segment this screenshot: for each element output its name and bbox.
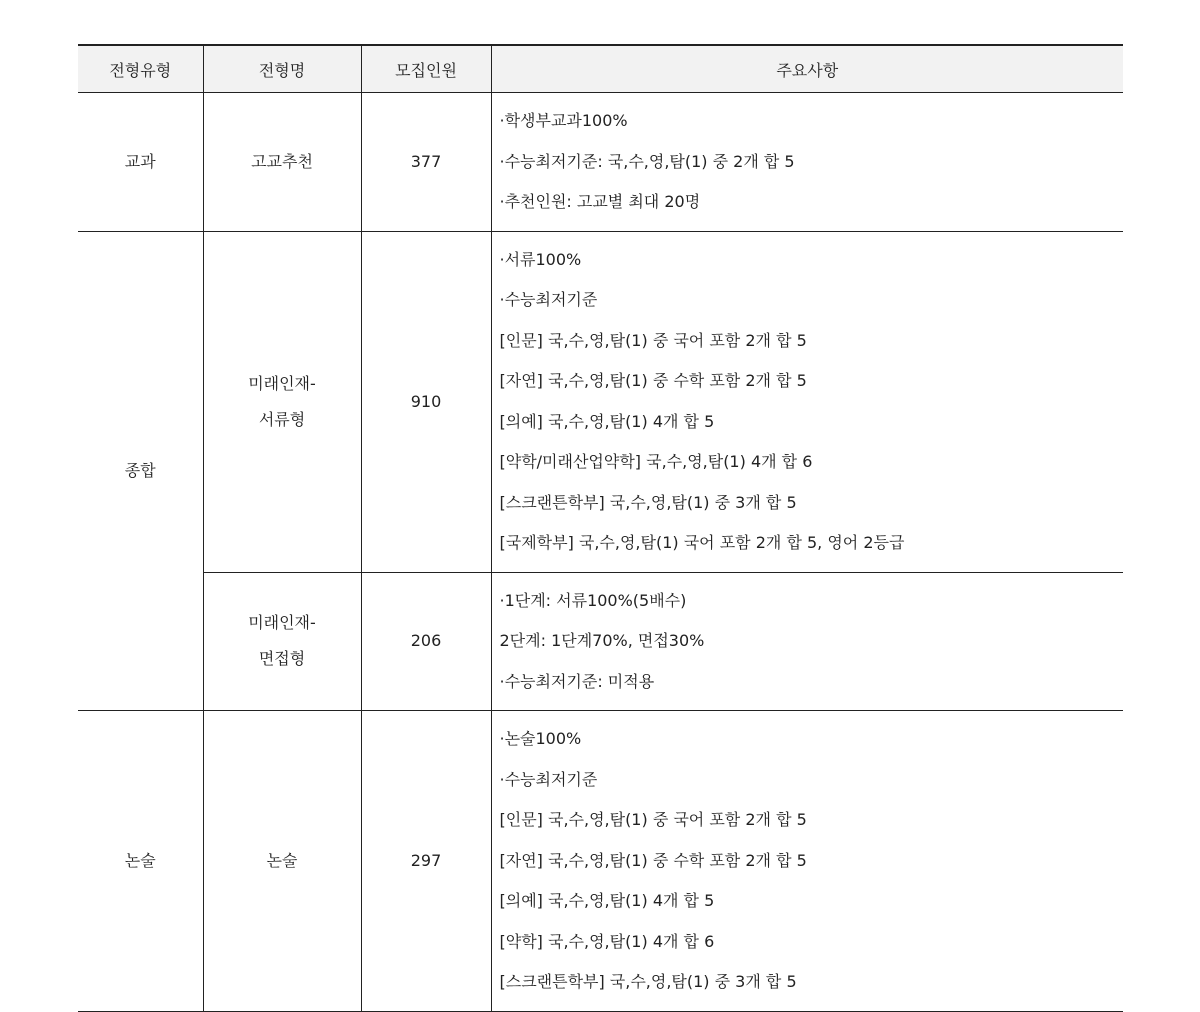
count-cell [361,93,491,232]
detail-line: [약학] 국,수,영,탐(1) 4개 합 6 [499,931,715,951]
detail-line: ·수능최저기준 [499,290,598,309]
table-body [78,93,1123,1012]
type-label: 논술 [124,850,156,870]
type-label: 교과 [124,151,156,171]
header-count: 모집인원 [361,45,491,93]
table-row [78,231,1123,572]
detail-line: ·수능최저기준 [499,769,598,789]
detail-line: 2단계: 1단계70%, 면접30% [499,631,705,650]
name-cell [203,231,361,572]
detail-line: ·학생부교과100% [499,111,628,130]
detail-line: [국제학부] 국,수,영,탐(1) 국어 포함 2개 합 5, 영어 2등급 [499,533,905,552]
name-line: 고교추천 [251,151,313,171]
details-cell [491,231,1123,572]
detail-line: [자연] 국,수,영,탐(1) 중 수학 포함 2개 합 5 [499,850,807,870]
type-cell [78,93,203,232]
header-details: 주요사항 [491,45,1123,93]
detail-line: [인문] 국,수,영,탐(1) 중 국어 포함 2개 합 5 [499,330,807,350]
name-line: 미래인재- [248,613,316,633]
name-cell [203,572,361,711]
detail-line: [인문] 국,수,영,탐(1) 중 국어 포함 2개 합 5 [499,810,807,829]
detail-line: [약학/미래산업약학] 국,수,영,탐(1) 4개 합 6 [499,452,813,471]
table-row [78,711,1123,1012]
name-line: 미래인재- [248,373,316,393]
name-line: 논술 [266,850,298,870]
detail-line: ·논술100% [499,729,582,748]
detail-line: [의예] 국,수,영,탐(1) 4개 합 5 [499,891,715,910]
header-row [78,45,1123,93]
count-cell [361,231,491,572]
count-value: 377 [410,151,442,171]
count-cell [361,711,491,1012]
detail-line: ·수능최저기준: 미적용 [499,671,655,691]
detail-line: ·1단계: 서류100%(5배수) [499,590,687,610]
name-cell [203,711,361,1012]
type-label: 종합 [124,460,156,480]
admission-table [78,44,1123,1012]
table-row [78,572,1123,711]
count-value: 297 [410,850,442,870]
header-name: 전형명 [203,45,361,93]
details-cell [491,93,1123,232]
detail-line: ·서류100% [499,249,582,269]
detail-line: [스크랜튼학부] 국,수,영,탐(1) 중 3개 합 5 [499,492,797,512]
detail-line: [의예] 국,수,영,탐(1) 4개 합 5 [499,411,715,431]
type-cell [78,231,203,711]
name-line: 면접형 [258,649,306,669]
details-cell [491,572,1123,711]
type-cell [78,711,203,1012]
details-cell [491,711,1123,1012]
name-cell [203,93,361,232]
name-line: 서류형 [258,409,306,429]
count-value: 206 [410,631,442,651]
detail-line: [자연] 국,수,영,탐(1) 중 수학 포함 2개 합 5 [499,371,807,390]
header-type: 전형유형 [78,45,203,93]
table-row [78,93,1123,232]
count-value: 910 [410,391,442,411]
detail-line: ·추천인원: 고교별 최대 20명 [499,192,701,211]
count-cell [361,572,491,711]
detail-line: [스크랜튼학부] 국,수,영,탐(1) 중 3개 합 5 [499,972,797,991]
detail-line: ·수능최저기준: 국,수,영,탐(1) 중 2개 합 5 [499,151,795,171]
